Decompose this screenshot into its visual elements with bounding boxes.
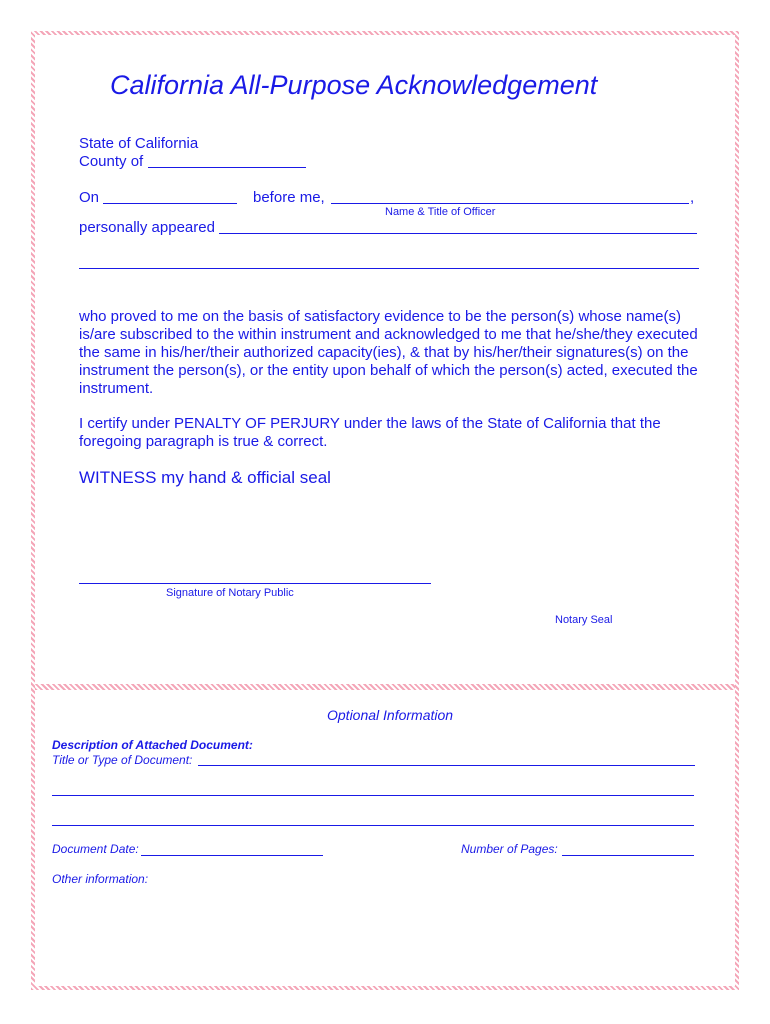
acknowledgement-paragraph: who proved to me on the basis of satisfactory evidence to be the person(s) whose name(s) is/are subscribed to the within instrument and acknowledged to me that he/she/they executed the same in his/her/their authorized capacity(ies), & that by his/her/their signatures(s) on the instrument the person(s), or the entity upon behalf of which the person(s) acted, executed the instrument. — [79, 308, 698, 397]
on-label: On — [79, 189, 100, 206]
page-title: California All-Purpose Acknowledgement — [110, 70, 598, 100]
state-label: State of California — [79, 135, 199, 152]
notary-seal-label: Notary Seal — [555, 614, 613, 626]
perjury-paragraph: I certify under PENALTY OF PERJURY under the laws of the State of California that the foregoing paragraph is true & correct. — [79, 415, 661, 450]
number-pages-field[interactable] — [562, 855, 694, 856]
officer-name-field[interactable] — [331, 203, 689, 204]
document-line-2[interactable] — [52, 795, 694, 796]
title-type-field[interactable] — [198, 765, 695, 766]
optional-heading: Optional Information — [327, 707, 454, 723]
document-date-label: Document Date: — [52, 842, 139, 856]
signature-field[interactable] — [79, 583, 431, 584]
appeared-label: personally appeared — [79, 219, 215, 236]
comma: , — [690, 189, 695, 206]
document-date-field[interactable] — [141, 855, 323, 856]
number-pages-label: Number of Pages: — [461, 842, 558, 856]
county-label: County of — [79, 153, 144, 170]
before-me-label: before me, — [253, 189, 325, 206]
section-divider — [35, 684, 735, 690]
date-field[interactable] — [103, 203, 237, 204]
officer-caption: Name & Title of Officer — [385, 206, 496, 218]
other-info-label: Other information: — [52, 872, 149, 886]
title-type-label: Title or Type of Document: — [52, 753, 193, 767]
description-heading: Description of Attached Document: — [52, 738, 253, 752]
appeared-field-line-2[interactable] — [79, 268, 699, 269]
document-line-3[interactable] — [52, 825, 694, 826]
witness-text: WITNESS my hand & official seal — [79, 468, 331, 487]
signature-caption: Signature of Notary Public — [166, 587, 294, 599]
appeared-field[interactable] — [219, 233, 697, 234]
county-field[interactable] — [148, 167, 306, 168]
